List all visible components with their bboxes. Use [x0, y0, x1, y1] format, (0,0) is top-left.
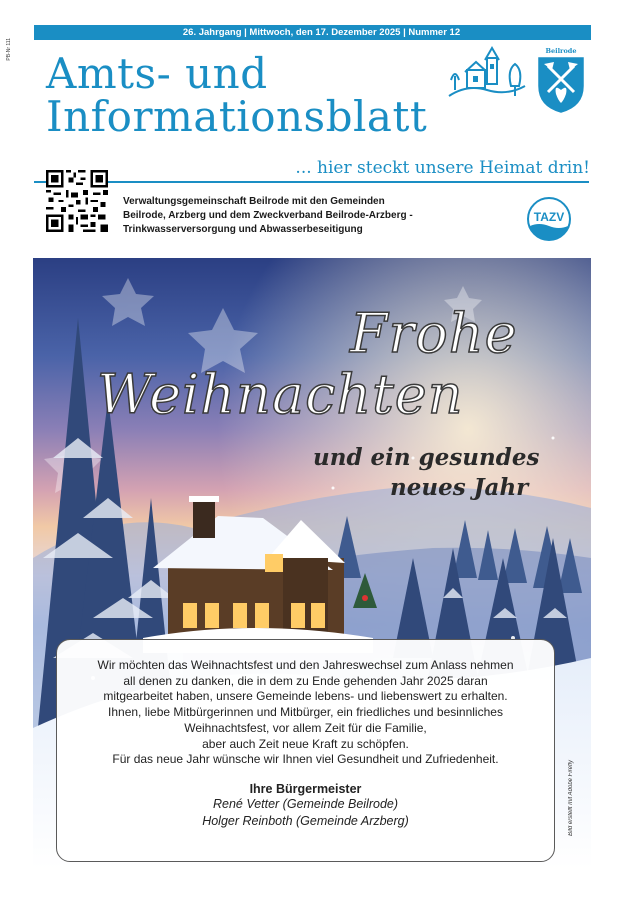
masthead-title [46, 49, 428, 141]
tagline: ... hier steckt unsere Heimat drin! [295, 158, 590, 178]
print-code: PB-Nr 111 [6, 38, 12, 61]
greeting-line-1: Frohe [350, 302, 518, 365]
message-line: Wir möchten das Weihnachtsfest und den Jahreswechsel zum Anlass nehmen [97, 658, 514, 672]
title-line-2: Informationsblatt [46, 92, 428, 141]
publisher-line-3: Trinkwasserversorgung und Abwasserbeseitigung [123, 224, 363, 235]
message-line: Für das neue Jahr wünsche wir Ihnen viel Gesundheit und Zufriedenheit. [112, 752, 499, 767]
castle-logo-icon [447, 46, 527, 102]
signer-1: René Vetter (Gemeinde Beilrode) [212, 796, 399, 811]
signature-title: Ihre Bürgermeister [249, 781, 362, 796]
issue-bar: 26. Jahrgang | Mittwoch, den 17. Dezember 2025 | Nummer 12 [34, 25, 591, 40]
greeting-line-4: neues Jahr [390, 474, 529, 501]
greeting-line-2: Weihnachten [97, 363, 464, 426]
tazv-logo-text: TAZV [533, 210, 565, 224]
message-line: all denen zu danken, die in dem zu Ende gehenden Jahr 2025 daran [123, 673, 488, 688]
message-line: aber auch Zeit neue Kraft zu schöpfen. [202, 736, 409, 751]
tazv-logo-icon [525, 196, 573, 242]
header-rule [34, 181, 589, 183]
message-box [56, 639, 555, 862]
signer-2: Holger Reinboth (Gemeinde Arzberg) [202, 813, 409, 828]
publisher-line-2: Beilrode, Arzberg und dem Zweckverband Beilrode-Arzberg - [123, 210, 413, 221]
message-line: Weihnachtsfest, vor allem Zeit für die Familie, [184, 720, 427, 735]
title-line-1: Amts- und [46, 49, 268, 98]
message-text [57, 658, 554, 768]
publisher-info [123, 195, 508, 237]
publisher-line-1: Verwaltungsgemeinschaft Beilrode mit den Gemeinden [123, 196, 385, 207]
crest-label: Beilrode [545, 47, 577, 55]
qr-code-icon[interactable] [46, 170, 108, 232]
greeting-line-3: und ein gesundes [313, 444, 540, 471]
image-credit: Bild erstellt mit Adobe Firefly [568, 760, 574, 836]
message-line: mitgearbeitet haben, unsere Gemeinde lebens- und liebenswert zu erhalten. [103, 689, 508, 704]
message-line: Ihnen, liebe Mitbürgerinnen und Mitbürger, ein friedliches und besinnliches [108, 705, 503, 720]
coat-of-arms-icon [534, 48, 588, 114]
